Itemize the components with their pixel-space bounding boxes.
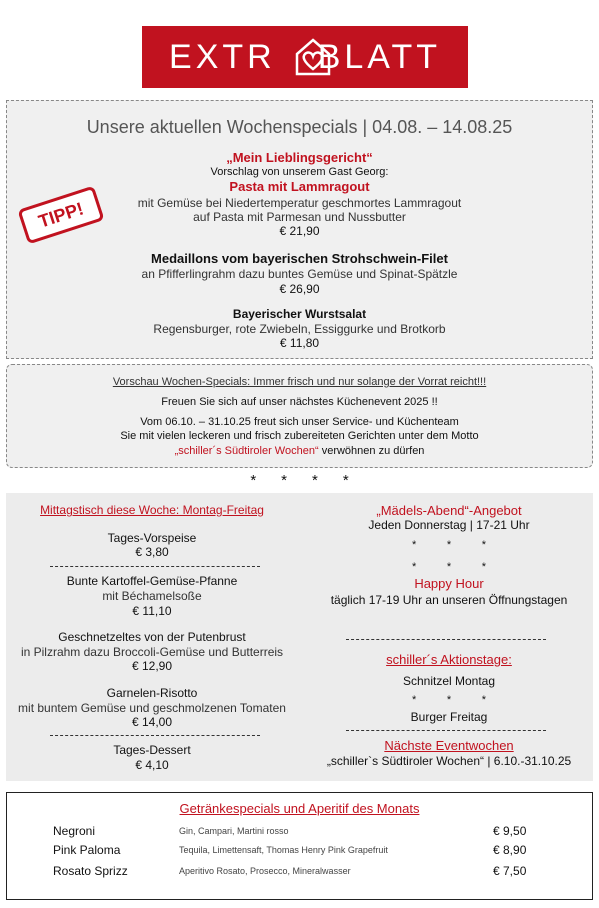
lunch-dessert-price: € 4,10 bbox=[135, 758, 169, 772]
preview-panel bbox=[6, 364, 593, 468]
lunch-soup: Tages-Vorspeise bbox=[107, 531, 197, 545]
event-text: „schiller`s Südtiroler Wochen“ | 6.10.-31.10.25 bbox=[326, 754, 572, 768]
special3-name: Bayerischer Wurstsalat bbox=[232, 307, 367, 321]
drink-row bbox=[7, 824, 592, 842]
preview-line1: Vorschau Wochen-Specials: Immer frisch und nur solange der Vorrat reicht!!! bbox=[112, 376, 487, 388]
drink-desc: Tequila, Limettensaft, Thomas Henry Pink Grapefruit bbox=[179, 845, 388, 855]
drink-row bbox=[7, 864, 592, 882]
lunch-soup-price: € 3,80 bbox=[135, 545, 169, 559]
aktion-burger: Burger Freitag bbox=[410, 710, 488, 724]
lunch-title: Mittagstisch diese Woche: Montag-Freitag bbox=[40, 503, 264, 517]
special1-sub: Vorschlag von unserem Gast Georg: bbox=[210, 166, 389, 178]
special1-desc2: auf Pasta mit Parmesan und Nussbutter bbox=[193, 210, 406, 224]
happy-hour-title: Happy Hour bbox=[414, 576, 484, 591]
lunch-dish2: Geschnetzeltes von der Putenbrust bbox=[58, 630, 246, 644]
aktionstage-title: schiller´s Aktionstage: bbox=[386, 652, 512, 667]
drink-desc: Aperitivo Rosato, Prosecco, Mineralwasser bbox=[179, 866, 351, 876]
stars-divider: * * * bbox=[412, 694, 486, 706]
drink-price: € 8,90 bbox=[493, 843, 527, 857]
special1-name: Pasta mit Lammragout bbox=[229, 179, 370, 194]
preview-line5: „schiller´s Südtiroler Wochen“ verwöhnen zu dürfen bbox=[174, 445, 425, 457]
divider bbox=[346, 730, 546, 731]
special2-name: Medaillons vom bayerischen Strohschwein-Filet bbox=[151, 251, 448, 266]
happy-hour-time: täglich 17-19 Uhr an unseren Öffnungstagen bbox=[330, 593, 568, 607]
maedels-title: „Mädels-Abend“-Angebot bbox=[376, 503, 522, 518]
drink-name: Rosato Sprizz bbox=[53, 864, 128, 878]
lunch-dish3-desc: mit buntem Gemüse und geschmolzenen Tomaten bbox=[18, 701, 286, 715]
divider bbox=[50, 735, 260, 736]
lunch-and-offers-panel bbox=[6, 493, 593, 781]
preview-line2: Freuen Sie sich auf unser nächstes Küchenevent 2025 !! bbox=[161, 396, 438, 408]
special1-price: € 21,90 bbox=[279, 224, 320, 238]
preview-line3: Vom 06.10. – 31.10.25 freut sich unser Service- und Küchenteam bbox=[140, 416, 459, 428]
drinks-panel bbox=[6, 792, 593, 900]
special1-desc1: mit Gemüse bei Niedertemperatur geschmortes Lammragout bbox=[137, 196, 462, 210]
preview-line4: Sie mit vielen leckeren und frisch zubereiteten Gerichten unter dem Motto bbox=[120, 430, 479, 442]
divider bbox=[346, 639, 546, 640]
drink-price: € 7,50 bbox=[493, 864, 527, 878]
special1-label: „Mein Lieblingsgericht“ bbox=[226, 150, 373, 165]
lunch-dish3: Garnelen-Risotto bbox=[106, 686, 198, 700]
lunch-dish1: Bunte Kartoffel-Gemüse-Pfanne bbox=[66, 574, 238, 588]
aktion-schnitzel: Schnitzel Montag bbox=[402, 674, 496, 688]
drink-desc: Gin, Campari, Martini rosso bbox=[179, 826, 289, 836]
special3-price: € 11,80 bbox=[279, 336, 320, 350]
stars-divider: * * * bbox=[412, 539, 486, 551]
logo bbox=[142, 26, 468, 88]
special3-desc: Regensburger, rote Zwiebeln, Essiggurke und Brotkorb bbox=[153, 322, 446, 336]
lunch-dish3-price: € 14,00 bbox=[131, 715, 173, 729]
weekly-specials-panel bbox=[6, 100, 593, 359]
specials-title: Unsere aktuellen Wochenspecials | 04.08. – 14.08.25 bbox=[86, 117, 513, 137]
lunch-dish2-price: € 12,90 bbox=[131, 659, 173, 673]
stars-divider: * * * bbox=[412, 561, 486, 573]
event-title: Nächste Eventwochen bbox=[384, 738, 514, 753]
logo-text: EXTR BLATT bbox=[169, 38, 441, 76]
drink-name: Pink Paloma bbox=[53, 843, 121, 857]
maedels-time: Jeden Donnerstag | 17-21 Uhr bbox=[368, 518, 530, 532]
lunch-dish1-price: € 11,10 bbox=[132, 604, 172, 618]
lunch-dessert: Tages-Dessert bbox=[113, 743, 191, 757]
stars-divider: * * * * bbox=[250, 472, 349, 489]
drink-row bbox=[7, 843, 592, 861]
lunch-dish1-desc: mit Béchamelsoße bbox=[102, 589, 202, 603]
drinks-title: Getränkespecials und Aperitif des Monats bbox=[179, 801, 420, 816]
drink-name: Negroni bbox=[53, 824, 96, 838]
heart-house-icon bbox=[294, 37, 332, 77]
divider bbox=[50, 566, 260, 567]
lunch-dish2-desc: in Pilzrahm dazu Broccoli-Gemüse und Butterreis bbox=[20, 645, 284, 659]
drink-price: € 9,50 bbox=[493, 824, 527, 838]
tipp-stamp: TIPP! bbox=[17, 186, 104, 245]
special2-price: € 26,90 bbox=[279, 282, 320, 296]
special2-desc: an Pfifferlingrahm dazu buntes Gemüse und Spinat-Spätzle bbox=[141, 267, 458, 281]
